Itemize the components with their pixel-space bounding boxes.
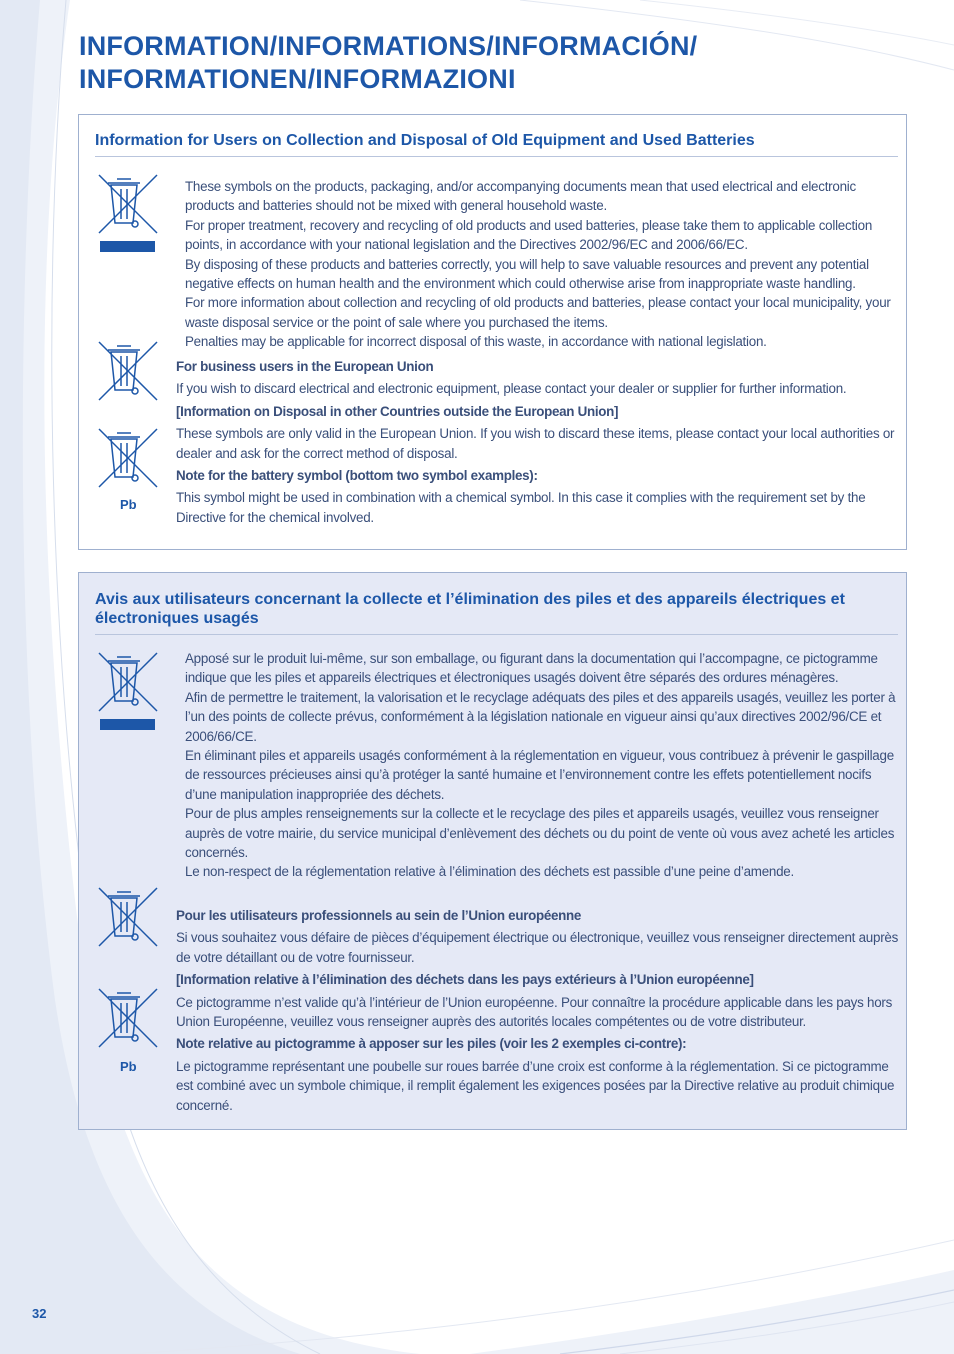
french-intro-paragraph: Pour de plus amples renseignements sur la collecte et le recyclage des piles et appareils usagés, veuillez vous renseigner auprès de votre mairie, du service municipal d’enlèvement des déchets ou du point de vente où vous avez acheté les articles concernés. xyxy=(185,806,895,861)
french-business-text: Si vous souhaitez vous défaire de pièces d’équipement électrique ou électronique, veuillez vous renseigner directement auprès de votre détaillant ou de votre fournisseur. xyxy=(176,930,899,965)
page-title-line-1: INFORMATION/INFORMATIONS/INFORMACIÓN/ xyxy=(79,31,698,61)
english-outside-eu-text: These symbols are only valid in the European Union. If you wish to discard these items, please contact your local authorities or dealer and ask for the correct method of disposal. xyxy=(176,426,895,461)
pb-chemical-symbol-label: Pb xyxy=(120,1059,137,1074)
english-information-box xyxy=(78,114,907,550)
french-battery-heading: Note relative au pictogramme à apposer sur les piles (voir les 2 exemples ci-contre): xyxy=(176,1036,687,1052)
english-box-heading: Information for Users on Collection and Disposal of Old Equipment and Used Batteries xyxy=(95,131,898,157)
pb-chemical-symbol-label: Pb xyxy=(120,497,137,512)
french-intro-paragraph: En éliminant piles et appareils usagés conformément à la réglementation en vigueur, vous contribuez à prévenir le gaspillage de ressources précieuses ainsi qu’à protéger la santé humaine et l’environnement contre les effets potentiellement nocifs d’une manipulation inappropriée des déchets. xyxy=(185,748,894,802)
french-intro-paragraph: Le non-respect de la réglementation relative à l’élimination des déchets est passible d’une peine d’amende. xyxy=(185,864,794,880)
english-business-text: If you wish to discard electrical and electronic equipment, please contact your dealer or supplier for further information. xyxy=(176,381,847,397)
english-intro-paragraph: These symbols on the products, packaging, and/or accompanying documents mean that used electrical and electronic products and batteries should not be mixed with general household waste. xyxy=(185,179,856,214)
page-title-line-2: INFORMATIONEN/INFORMAZIONI xyxy=(79,64,516,94)
english-intro-paragraph: By disposing of these products and batteries correctly, you will help to save valuable resources and prevent any potential negative effects on human health and the environment which could otherwise arise from inappropriate waste handling. xyxy=(185,256,869,292)
crossed-out-wheeled-bin-icon xyxy=(95,427,161,493)
english-intro-paragraph: For proper treatment, recovery and recycling of old products and used batteries, please take them to applicable collection points, in accordance with your national legislation and the Directives 2002/96/EC and 2006/66/EC. xyxy=(185,217,873,253)
english-outside-eu-heading: [Information on Disposal in other Countries outside the European Union] xyxy=(176,403,619,419)
french-intro-text xyxy=(185,649,901,882)
english-details-text xyxy=(176,357,902,527)
french-intro-paragraph: Apposé sur le produit lui-même, sur son emballage, ou figurant dans la documentation qui l’accompagne, ce pictogramme indique que les piles et appareils électriques et électroniques usagés doivent être séparés des ordures ménagères. xyxy=(185,651,878,686)
french-business-heading: Pour les utilisateurs professionnels au sein de l’Union européenne xyxy=(176,908,582,923)
english-battery-text: This symbol might be used in combination with a chemical symbol. In this case it complies with the requirement set by the Directive for the chemical involved. xyxy=(176,490,866,525)
english-intro-paragraph: Penalties may be applicable for incorrect disposal of this waste, in accordance with national legislation. xyxy=(185,334,767,350)
french-information-box xyxy=(78,572,907,1130)
french-box-heading: Avis aux utilisateurs concernant la collecte et l’élimination des piles et des appareils électriques et électroniques usagés xyxy=(95,590,898,635)
crossed-out-wheeled-bin-icon xyxy=(95,173,161,255)
english-battery-heading: Note for the battery symbol (bottom two symbol examples): xyxy=(176,468,538,484)
crossed-out-wheeled-bin-icon xyxy=(95,987,161,1053)
french-outside-eu-heading: [Information relative à l’élimination des déchets dans les pays extérieurs à l’Union européenne] xyxy=(176,972,754,988)
crossed-out-wheeled-bin-icon xyxy=(95,886,161,952)
french-outside-eu-text: Ce pictogramme n’est valide qu’à l’intérieur de l’Union européenne. Pour connaître la procédure applicable dans les pays hors Union Européenne, veuillez vous renseigner auprès des autorités locales compétentes ou de votre distributeur. xyxy=(176,994,893,1030)
french-battery-text: Le pictogramme représentant une poubelle sur roues barrée d’une croix est conforme à la réglementation. Si ce pictogramme est combiné avec un symbole chimique, il remplit également les exigences posées par la Directive relative au produit chimique concerné. xyxy=(176,1058,895,1113)
english-intro-text xyxy=(185,177,901,352)
french-details-text xyxy=(176,906,902,1115)
english-business-heading: For business users in the European Union xyxy=(176,359,434,374)
crossed-out-wheeled-bin-icon xyxy=(95,340,161,406)
page-title xyxy=(79,30,697,96)
french-intro-paragraph: Afin de permettre le traitement, la valorisation et le recyclage adéquats des piles et des appareils usagés, veuillez les porter à l’un des points de collecte prévus, conformément à la législation nationale en vigueur ainsi qu’aux directives 2002/96/CE et 2006/66/CE. xyxy=(185,689,896,744)
crossed-out-wheeled-bin-icon xyxy=(95,651,161,733)
page-number: 32 xyxy=(32,1306,47,1321)
english-intro-paragraph: For more information about collection and recycling of old products and batteries, please contact your local municipality, your waste disposal service or the point of sale where you purchased the items. xyxy=(185,295,891,330)
